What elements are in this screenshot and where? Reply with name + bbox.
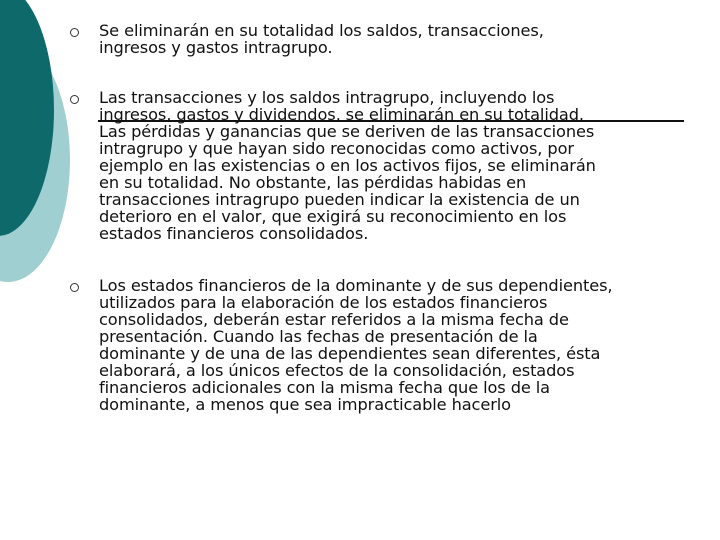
bullet-circle-icon xyxy=(70,28,79,37)
bullet-circle-icon xyxy=(70,283,79,292)
bullet-text: Las transacciones y los saldos intragrupo, incluyendo los ingresos, gastos y dividendos, se eliminarán en su totalidad. Las pérdidas y ganancias que se deriven de las transacciones intragrupo y que hayan sido reconocidas como activos, por ejemplo en las existencias o en los activos fijos, se eliminarán en su totalidad. No obstante, las pérdidas habidas en transacciones intragrupo pueden indicar la existencia de un deterioro en el valor, que exigirá su reconocimiento en los estados financieros consolidados. xyxy=(99,88,596,243)
decorative-circles xyxy=(0,0,80,300)
bullet-item xyxy=(70,22,695,56)
bullet-item xyxy=(70,277,695,413)
bullet-text: Se eliminarán en su totalidad los saldos, transacciones, ingresos y gastos intragrupo. xyxy=(99,21,544,57)
bullet-list xyxy=(70,22,695,413)
bullet-item xyxy=(70,89,695,242)
bullet-text: Los estados financieros de la dominante y de sus dependientes, utilizados para la elaboración de los estados financieros consolidados, deberán estar referidos a la misma fecha de presentación. Cuando las fechas de presentación de la dominante y de una de las dependientes sean diferentes, ésta elaborará, a los únicos efectos de la consolidación, estados financieros adicionales con la misma fecha que los de la dominante, a menos que sea impracticable hacerlo xyxy=(99,276,613,414)
bullet-circle-icon xyxy=(70,95,79,104)
